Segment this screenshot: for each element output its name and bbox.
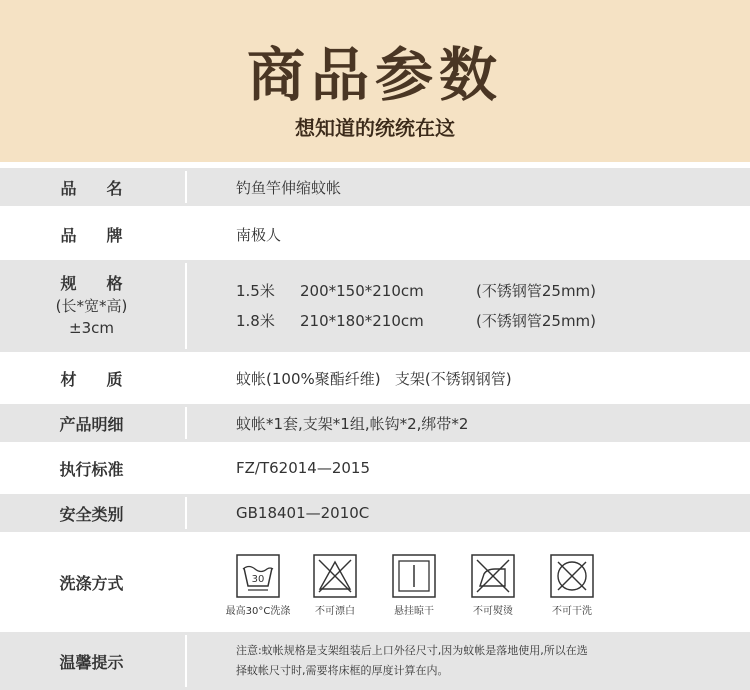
page-title: 商品参数: [246, 41, 503, 109]
label-spec-dims: (长*宽*高): [55, 297, 128, 315]
wash-caption: 不可干洗: [552, 606, 592, 617]
row-safety: [0, 494, 750, 532]
header-banner: [0, 0, 750, 162]
page-subtitle: 想知道的统统在这: [295, 116, 455, 140]
label-spec-tolerance: ±3cm: [69, 319, 114, 337]
no-dryclean-icon: [550, 554, 594, 598]
wash-item: [532, 554, 612, 617]
value-brand: 南极人: [236, 225, 282, 244]
wash-item: [218, 554, 298, 617]
wash-caption: 悬挂晾干: [394, 606, 434, 617]
label-name: 品名: [60, 178, 153, 198]
value-safety: GB18401—2010C: [236, 504, 370, 522]
wash-item: [453, 554, 533, 617]
value-material: 蚊帐(100%聚酯纤维) 支架(不锈钢钢管): [236, 369, 512, 388]
no-iron-icon: [471, 554, 515, 598]
no-bleach-icon: [313, 554, 357, 598]
row-tips: [0, 632, 750, 690]
value-name: 钓鱼竿伸缩蚊帐: [236, 178, 342, 197]
row-name: [0, 168, 750, 206]
label-brand: 品牌: [60, 225, 153, 245]
row-wash: [0, 536, 750, 628]
label-standard: 执行标准: [59, 459, 124, 479]
tips-line: 注意:蚊帐规格是支架组装后上口外径尺寸,因为蚊帐是落地使用,所以在选: [236, 644, 588, 657]
label-safety: 安全类别: [59, 504, 124, 524]
label-detail: 产品明细: [59, 414, 124, 434]
wash-caption: 最高30°C洗涤: [225, 606, 291, 617]
row-detail: [0, 404, 750, 442]
svg-text:30: 30: [251, 574, 265, 585]
row-standard: [0, 447, 750, 489]
wash-30-icon: [236, 554, 280, 598]
spec-line: 1.5米 200*150*210cm (不锈钢管25mm): [236, 282, 597, 300]
label-tips: 温馨提示: [59, 652, 124, 672]
wash-caption: 不可熨烫: [473, 606, 513, 617]
value-detail: 蚊帐*1套,支架*1组,帐钩*2,绑带*2: [236, 414, 469, 433]
wash-item: [374, 554, 454, 617]
spec-line: 1.8米 210*180*210cm (不锈钢管25mm): [236, 312, 597, 330]
tips-line: 择蚊帐尺寸时,需要将床框的厚度计算在内。: [236, 664, 449, 677]
label-spec: 规格: [60, 274, 153, 293]
value-standard: FZ/T62014—2015: [236, 459, 371, 477]
label-material: 材质: [60, 369, 153, 389]
row-spec: [0, 260, 750, 352]
wash-item: [295, 554, 375, 617]
row-brand: [0, 213, 750, 255]
label-wash: 洗涤方式: [59, 573, 124, 593]
hang-dry-icon: [392, 554, 436, 598]
wash-icons: [225, 536, 636, 628]
row-material: [0, 356, 750, 400]
wash-caption: 不可漂白: [315, 606, 355, 617]
